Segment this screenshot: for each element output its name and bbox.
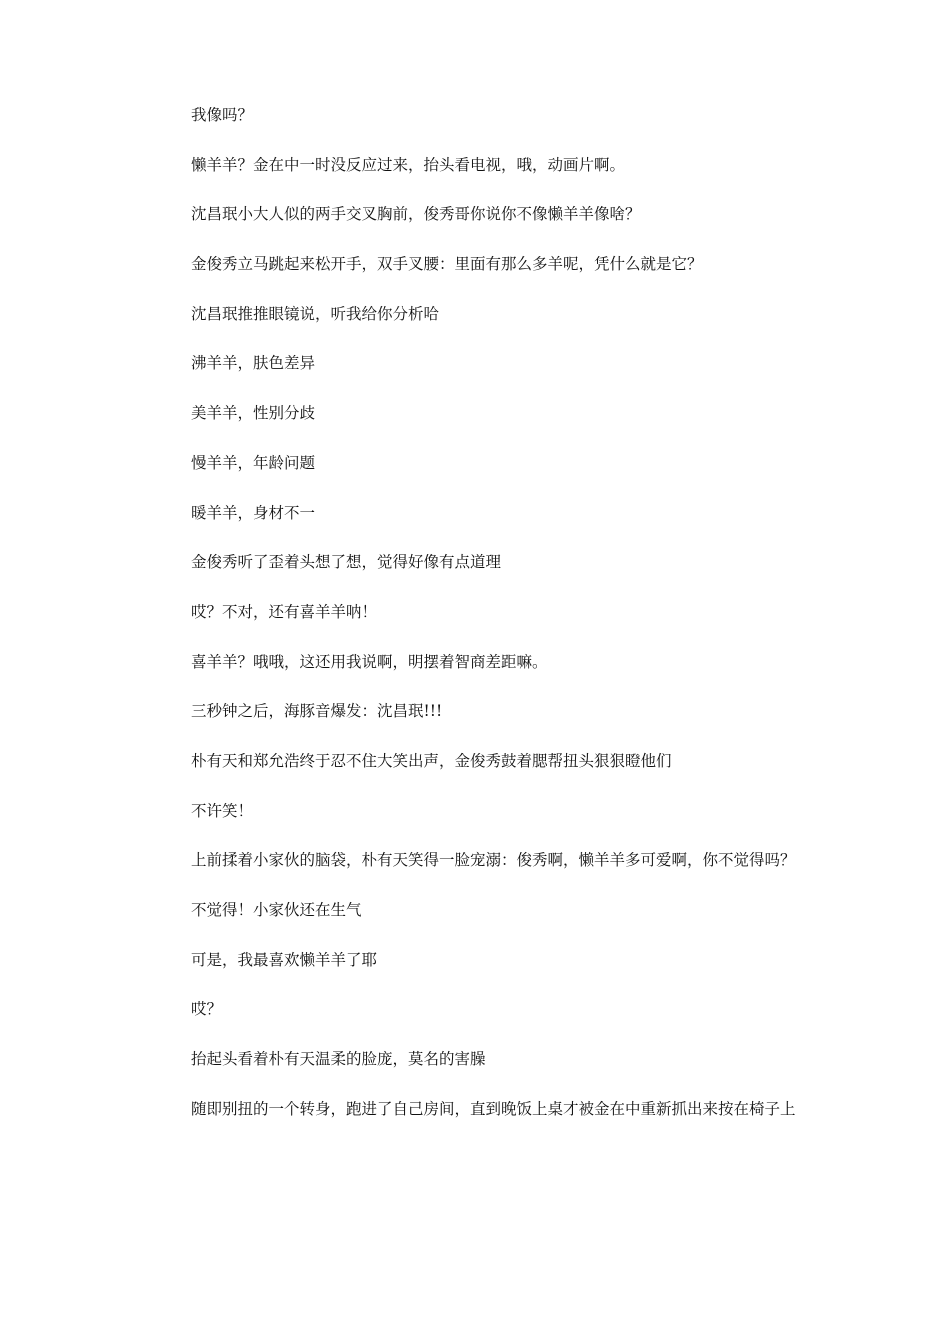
paragraph: 懒羊羊？金在中一时没反应过来，抬头看电视，哦，动画片啊。 (191, 155, 626, 174)
paragraph: 沈昌珉推推眼镜说，听我给你分析哈 (191, 304, 440, 323)
paragraph: 不许笑！ (191, 801, 254, 820)
paragraph: 抬起头看着朴有天温柔的脸庞，莫名的害臊 (191, 1050, 486, 1069)
paragraph: 慢羊羊，年龄问题 (191, 453, 316, 472)
paragraph: 沸羊羊，肤色差异 (191, 354, 316, 373)
paragraph: 三秒钟之后，海豚音爆发：沈昌珉!!! (191, 702, 443, 721)
paragraph: 哎？ (191, 1000, 223, 1019)
paragraph: 喜羊羊？哦哦，这还用我说啊，明摆着智商差距嘛。 (191, 652, 548, 671)
paragraph: 朴有天和郑允浩终于忍不住大笑出声，金俊秀鼓着腮帮扭头狠狠瞪他们 (191, 751, 672, 770)
paragraph: 暖羊羊，身材不一 (191, 503, 316, 522)
paragraph: 上前揉着小家伙的脑袋，朴有天笑得一脸宠溺：俊秀啊，懒羊羊多可爱啊，你不觉得吗？ (191, 851, 796, 870)
paragraph: 随即别扭的一个转身，跑进了自己房间，直到晚饭上桌才被金在中重新抓出来按在椅子上 (191, 1099, 796, 1118)
paragraph: 沈昌珉小大人似的两手交叉胸前，俊秀哥你说你不像懒羊羊像啥？ (191, 205, 641, 224)
paragraph: 我像吗？ (191, 106, 254, 124)
paragraph: 可是，我最喜欢懒羊羊了耶 (191, 950, 378, 969)
paragraph: 金俊秀听了歪着头想了想，觉得好像有点道理 (191, 553, 502, 572)
paragraph: 金俊秀立马跳起来松开手，双手叉腰：里面有那么多羊呢，凭什么就是它？ (191, 255, 703, 274)
document-body (139, 103, 813, 1146)
paragraph: 不觉得！小家伙还在生气 (191, 901, 362, 919)
paragraph: 哎？不对，还有喜羊羊呐！ (191, 602, 378, 621)
paragraph: 美羊羊，性别分歧 (191, 404, 316, 423)
